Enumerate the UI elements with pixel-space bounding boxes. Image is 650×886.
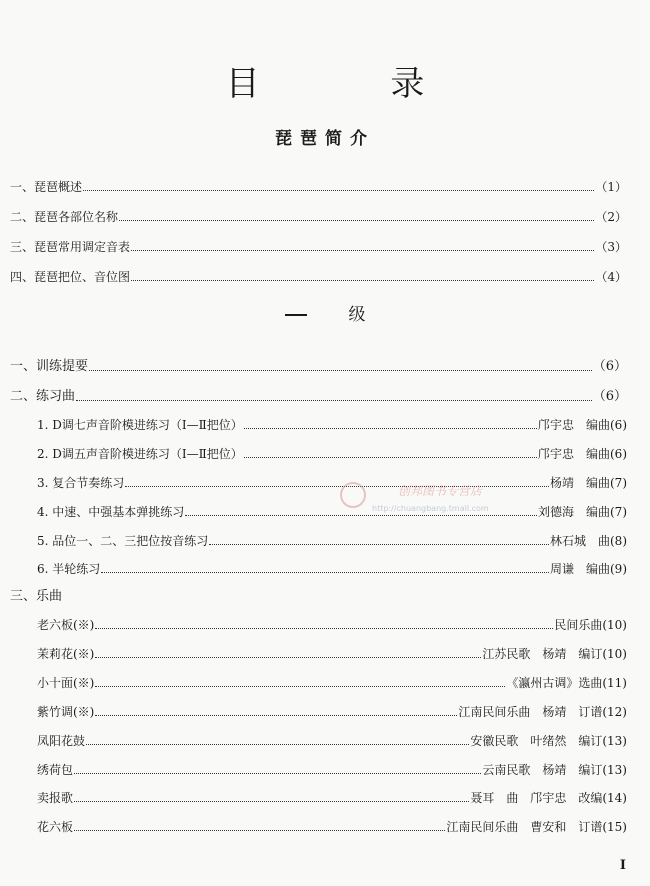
dot-leader — [209, 543, 549, 545]
dot-leader — [185, 514, 537, 516]
piece-credit: 《瀛州古调》选曲(11) — [506, 676, 627, 690]
piece-entry[interactable] — [37, 812, 627, 834]
piece-credit: 江南民间乐曲 杨靖 订谱(12) — [458, 705, 627, 719]
piece-label: 紫竹调(※) — [37, 705, 95, 719]
dot-leader — [74, 829, 445, 831]
dot-leader — [101, 571, 549, 573]
toc-entry-label: 三、琵琶常用调定音表 — [10, 240, 131, 254]
etude-credit: 邝宇忠 编曲(6) — [538, 418, 627, 432]
dot-leader — [95, 714, 457, 716]
etude-credit: 杨靖 编曲(7) — [550, 476, 627, 490]
etude-label: 3. 复合节奏练习 — [37, 476, 125, 490]
piece-label: 小十面(※) — [37, 676, 95, 690]
toc-entry-page: （6） — [592, 359, 627, 374]
toc-entry-label: 一、琵琶概述 — [10, 180, 83, 194]
level-heading — [0, 300, 650, 325]
piece-label: 绣荷包 — [37, 763, 74, 777]
etude-credit: 邝宇忠 编曲(6) — [538, 447, 627, 461]
piece-credit: 聂耳 曲 邝宇忠 改编(14) — [470, 791, 627, 805]
etude-entry[interactable] — [10, 439, 627, 461]
etude-entry[interactable] — [10, 497, 627, 519]
toc-entry-page: （1） — [595, 180, 627, 194]
dot-leader — [95, 656, 481, 658]
toc-entry-label: 四、琵琶把位、音位图 — [10, 270, 131, 284]
toc-entry[interactable] — [10, 352, 627, 374]
piece-label: 凤阳花鼓 — [37, 734, 86, 748]
piece-label: 卖报歌 — [37, 791, 74, 805]
dot-leader — [74, 772, 481, 774]
dot-leader — [244, 427, 537, 429]
pieces-heading: 三、乐曲 — [10, 589, 63, 604]
piece-credit: 民间乐曲(10) — [554, 618, 627, 632]
etude-entry[interactable] — [10, 526, 627, 548]
page-number: I — [619, 858, 626, 873]
etude-label: 1. D调七声音阶模进练习（Ⅰ—Ⅱ把位） — [37, 418, 243, 432]
etude-label: 2. D调五声音阶模进练习（Ⅰ—Ⅱ把位） — [37, 447, 243, 461]
piece-entry[interactable] — [37, 668, 627, 690]
toc-entry-label: 二、琵琶各部位名称 — [10, 210, 119, 224]
dot-leader — [83, 189, 594, 191]
piece-entry[interactable] — [37, 755, 627, 777]
toc-entry[interactable] — [10, 232, 627, 254]
dot-leader — [86, 743, 469, 745]
toc-entry[interactable] — [10, 382, 627, 404]
watermark-text: 创邦图书专营店 — [398, 484, 483, 498]
toc-entry-page: （6） — [592, 389, 627, 404]
etude-label: 5. 品位一、二、三把位按音练习 — [37, 534, 209, 548]
dot-leader — [74, 800, 469, 802]
piece-label: 茉莉花(※) — [37, 647, 95, 661]
dot-leader — [76, 399, 592, 401]
dot-leader — [131, 279, 594, 281]
piece-entry[interactable] — [37, 726, 627, 748]
piece-credit: 安徽民歌 叶绪然 编订(13) — [470, 734, 627, 748]
toc-entry[interactable] — [10, 202, 627, 224]
level-dash — [285, 314, 307, 316]
dot-leader — [95, 627, 553, 629]
piece-label: 老六板(※) — [37, 618, 95, 632]
etude-credit: 刘德海 编曲(7) — [538, 505, 627, 519]
piece-credit: 江南民间乐曲 曹安和 订谱(15) — [446, 820, 627, 834]
level-heading-text: 级 — [348, 305, 366, 325]
piece-entry[interactable] — [37, 697, 627, 719]
piece-credit: 云南民歌 杨靖 编订(13) — [482, 763, 627, 777]
etude-credit: 林石城 曲(8) — [550, 534, 627, 548]
piece-entry[interactable] — [37, 610, 627, 632]
toc-entry-page: （4） — [595, 270, 627, 284]
piece-credit: 江苏民歌 杨靖 编订(10) — [482, 647, 627, 661]
dot-leader — [244, 456, 537, 458]
dot-leader — [131, 249, 594, 251]
toc-entry-page: （3） — [595, 240, 627, 254]
watermark-url: http://chuangbang.tmall.com — [372, 504, 489, 513]
etude-entry[interactable] — [10, 554, 627, 576]
piece-label: 花六板 — [37, 820, 74, 834]
toc-entry[interactable] — [10, 172, 627, 194]
page-title: 目 录 — [225, 64, 485, 104]
toc-entry-label: 二、练习曲 — [10, 389, 76, 404]
etude-credit: 周谦 编曲(9) — [550, 562, 627, 576]
etude-label: 4. 中速、中强基本弹挑练习 — [37, 505, 185, 519]
dot-leader — [95, 685, 505, 687]
dot-leader — [119, 219, 594, 221]
etude-label: 6. 半轮练习 — [37, 562, 101, 576]
etude-entry[interactable] — [10, 468, 627, 490]
toc-entry[interactable] — [10, 262, 627, 284]
piece-entry[interactable] — [37, 639, 627, 661]
dot-leader — [125, 485, 549, 487]
dot-leader — [89, 369, 592, 371]
etude-entry[interactable] — [10, 410, 627, 432]
toc-entry-page: （2） — [595, 210, 627, 224]
piece-entry[interactable] — [37, 783, 627, 805]
section-intro-heading: 琵琶简介 — [275, 129, 375, 149]
toc-entry-label: 一、训练提要 — [10, 359, 89, 374]
